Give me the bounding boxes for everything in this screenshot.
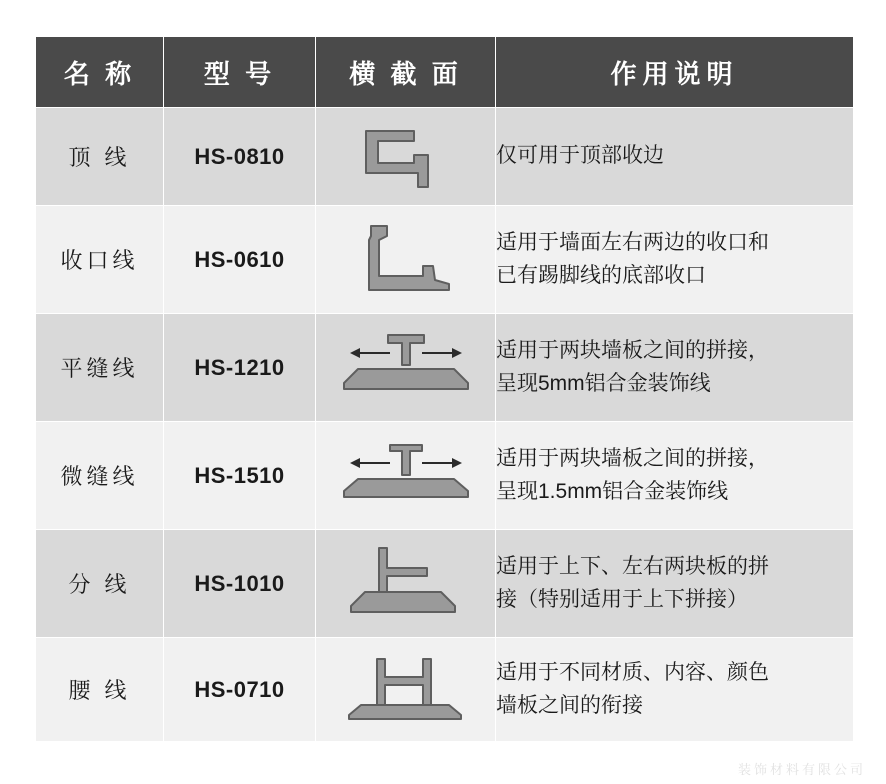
desc-line: 已有踢脚线的底部收口 (496, 263, 706, 287)
profile-edge-line-icon (331, 214, 481, 306)
desc-line: 接（特别适用于上下拼接） (496, 587, 748, 611)
spec-table-container (35, 36, 853, 742)
row-description (496, 530, 854, 638)
row-model: HS-1010 (164, 530, 316, 638)
profile-top-line-icon (336, 115, 476, 199)
row-model: HS-1510 (164, 422, 316, 530)
row-section (316, 108, 496, 206)
row-model: HS-0810 (164, 108, 316, 206)
header-model: 型 号 (164, 37, 316, 108)
table-body (36, 108, 854, 742)
profile-flat-seam-icon (328, 323, 484, 413)
table-row (36, 206, 854, 314)
row-description (496, 108, 854, 206)
row-name: 微缝线 (36, 422, 164, 530)
row-section (316, 422, 496, 530)
profile-waist-line-icon (331, 647, 481, 733)
row-section (316, 206, 496, 314)
row-description (496, 206, 854, 314)
table-row (36, 638, 854, 742)
row-name: 收口线 (36, 206, 164, 314)
table-head (36, 37, 854, 108)
table-row (36, 422, 854, 530)
table-row (36, 530, 854, 638)
row-name: 分 线 (36, 530, 164, 638)
row-section (316, 638, 496, 742)
desc-line: 呈现1.5mm铝合金装饰线 (496, 479, 729, 503)
row-section (316, 530, 496, 638)
header-row (36, 37, 854, 108)
desc-line: 适用于上下、左右两块板的拼 (496, 554, 769, 578)
row-description (496, 422, 854, 530)
desc-line: 适用于两块墙板之间的拼接， (496, 446, 769, 470)
desc-line: 呈现5mm铝合金装饰线 (496, 371, 711, 395)
spec-table (35, 36, 854, 742)
desc-line: 墙板之间的衔接 (496, 693, 643, 717)
profile-micro-seam-icon (328, 431, 484, 521)
profile-divider-line-icon (331, 538, 481, 630)
header-description: 作用说明 (496, 37, 854, 108)
header-name: 名 称 (36, 37, 164, 108)
header-section: 横 截 面 (316, 37, 496, 108)
row-model: HS-1210 (164, 314, 316, 422)
row-description (496, 314, 854, 422)
row-name: 平缝线 (36, 314, 164, 422)
watermark: 装饰材料有限公司 (737, 762, 866, 777)
row-name: 腰 线 (36, 638, 164, 742)
row-section (316, 314, 496, 422)
desc-line: 适用于墙面左右两边的收口和 (496, 230, 769, 254)
row-description (496, 638, 854, 742)
row-model: HS-0710 (164, 638, 316, 742)
table-row (36, 314, 854, 422)
desc-line: 仅可用于顶部收边 (496, 144, 664, 168)
desc-line: 适用于不同材质、内容、颜色 (496, 660, 769, 684)
desc-line: 适用于两块墙板之间的拼接， (496, 338, 769, 362)
table-row (36, 108, 854, 206)
row-model: HS-0610 (164, 206, 316, 314)
row-name: 顶 线 (36, 108, 164, 206)
